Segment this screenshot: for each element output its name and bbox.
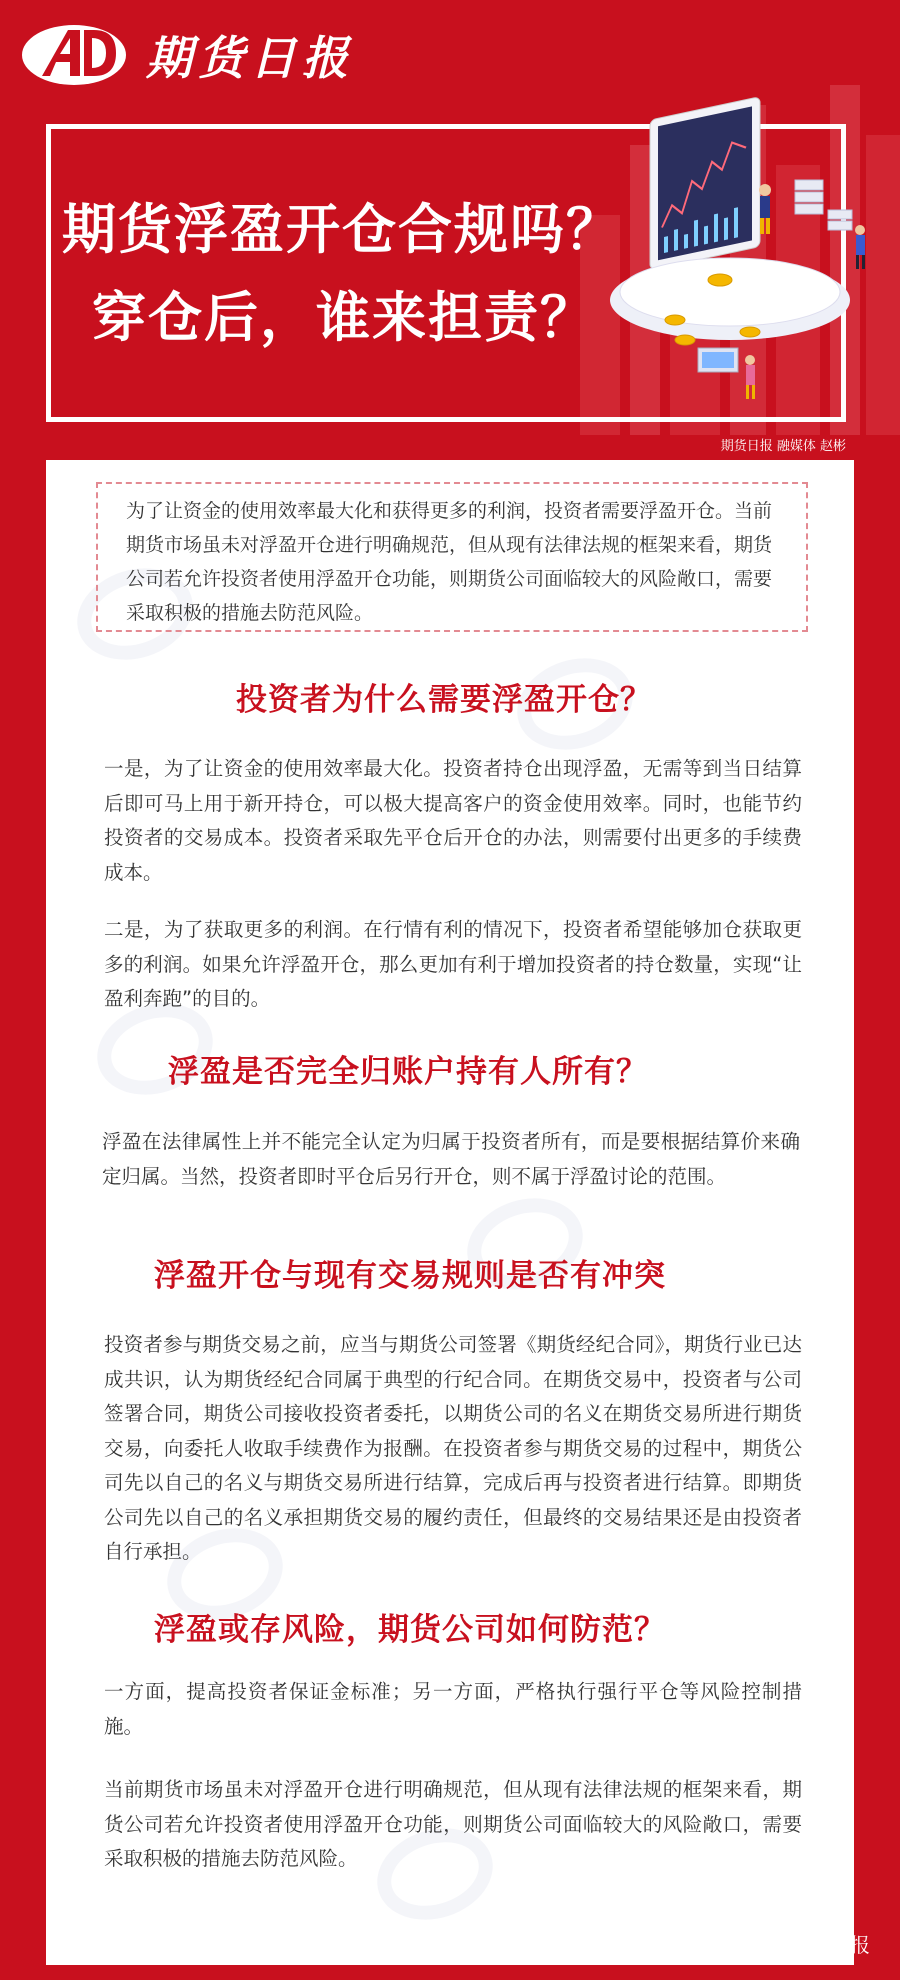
headline-line-2: 穿仓后，谁来担责？ <box>92 286 596 349</box>
wechat-account-name: 期货日报 <box>790 1933 870 1957</box>
intro-box: 为了让资金的使用效率最大化和获得更多的利润，投资者需要浮盈开仓。当前期货市场虽未对浮盈开仓进行明确规范，但从现有法律法规的框架来看，期货公司若允许投资者使用浮盈开仓功能，则期货公司面临较大的风险敞口，需要采取积极的措施去防范风险。 <box>96 482 808 632</box>
byline-credit: 期货日报 融媒体 赵彬 <box>720 439 846 454</box>
section-why-paragraph-2: 二是，为了获取更多的利润。在行情有利的情况下，投资者希望能够加仓获取更多的利润。如果允许浮盈开仓，那么更加有利于增加投资者的持仓数量，实现“让盈利奔跑”的目的。 <box>104 918 802 1010</box>
section-rules-paragraph: 投资者参与期货交易之前，应当与期货公司签署《期货经纪合同》，期货行业已达成共识，认为期货经纪合同属于典型的行纪合同。在期货交易中，投资者与公司签署合同，期货公司接收投资者委托，以期货公司的名义在期货交易所进行期货交易，向委托人收取手续费作为报酬。在投资者参与期货交易的过程中，期货公司先以自己的名义与期货交易所进行结算，完成后再与投资者进行结算。即期货公司先以自己的名义承担期货交易的履约责任，但最终的交易结果还是由投资者自行承担。 <box>104 1333 802 1563</box>
wechat-account-badge <box>758 1929 870 1958</box>
headline <box>62 186 622 362</box>
section-risk-paragraph-1: 一方面，提高投资者保证金标准；另一方面，严格执行强行平仓等风险控制措施。 <box>104 1680 802 1738</box>
trading-platform-illustration <box>590 70 890 430</box>
headline-line-1: 期货浮盈开仓合规吗？ <box>62 198 622 261</box>
section-title-why: 投资者为什么需要浮盈开仓？ <box>236 682 652 718</box>
section-title-ownership: 浮盈是否完全归账户持有人所有？ <box>168 1054 648 1090</box>
section-risk-paragraph-2: 当前期货市场虽未对浮盈开仓进行明确规范，但从现有法律法规的框架来看，期货公司若允许投资者使用浮盈开仓功能，则期货公司面临较大的风险敞口，需要采取积极的措施去防范风险。 <box>104 1778 802 1870</box>
wechat-icon <box>758 1933 784 1955</box>
section-title-rules-conflict: 浮盈开仓与现有交易规则是否有冲突 <box>154 1258 666 1294</box>
section-title-risk-prevention: 浮盈或存风险，期货公司如何防范？ <box>154 1612 666 1648</box>
brand-name: 期货日报 <box>146 31 354 85</box>
section-ownership-paragraph: 浮盈在法律属性上并不能完全认定为归属于投资者所有，而是要根据结算价来确定归属。当然，投资者即时平仓后另行开仓，则不属于浮盈讨论的范围。 <box>102 1130 800 1188</box>
futures-daily-logo-icon <box>20 22 128 88</box>
article-card <box>46 460 854 1965</box>
section-why-paragraph-1: 一是，为了让资金的使用效率最大化。投资者持仓出现浮盈，无需等到当日结算后即可马上用于新开持仓，可以极大提高客户的资金使用效率。同时，也能节约投资者的交易成本。投资者采取先平仓后开仓的办法，则需要付出更多的手续费成本。 <box>104 757 802 884</box>
